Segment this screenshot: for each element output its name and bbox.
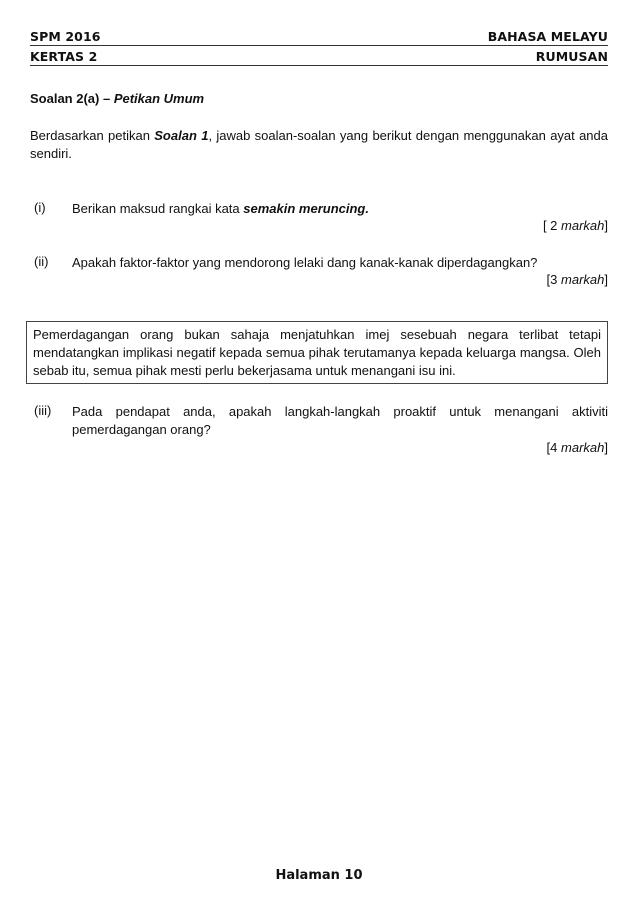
question-1-marks [543, 218, 608, 233]
page-number: Halaman 10 [275, 868, 363, 883]
question-2-marks-open: [3 [546, 272, 562, 287]
instruction-emph: Soalan 1 [154, 128, 209, 143]
header-row-top [30, 29, 608, 45]
question-2-marks [547, 272, 608, 287]
section-title-italic: Petikan Umum [113, 91, 205, 106]
section-title [30, 90, 204, 108]
question-3-marks [547, 440, 608, 455]
paper-number: KERTAS 2 [30, 49, 98, 64]
section-title-prefix: Soalan 2(a) – [30, 91, 114, 106]
instruction-before: Berdasarkan petikan [30, 128, 155, 143]
question-1-marks-word: markah [561, 218, 605, 233]
instruction-text [30, 127, 608, 163]
question-2-marks-close: ] [604, 272, 608, 287]
header-rule-bottom [30, 65, 608, 66]
passage-box: Pemerdagangan orang bukan sahaja menjatuhkan imej sesebuah negara terlibat tetapi mendatangkan implikasi negatif kepada semua pihak terutamanya kepada keluarga mangsa. Oleh sebab itu, semua pihak mesti perlu bekerjasama untuk menangani isu ini. [26, 321, 608, 384]
question-3-number: (iii) [34, 403, 52, 418]
question-3-marks-word: markah [561, 440, 605, 455]
question-1-marks-open: [ 2 [542, 218, 562, 233]
question-1-text-emph: semakin meruncing. [243, 201, 369, 216]
question-2-text: Apakah faktor-faktor yang mendorong lelaki dang kanak-kanak diperdagangkan? [72, 255, 538, 270]
question-3-text: Pada pendapat anda, apakah langkah-langkah proaktif untuk menangani aktiviti pemerdagangan orang? [72, 404, 608, 437]
question-1-marks-close: ] [604, 218, 608, 233]
question-1-text-before: Berikan maksud rangkai kata [72, 201, 244, 216]
question-2-number: (ii) [34, 254, 49, 269]
header-row-bottom [30, 49, 608, 65]
exam-year: SPM 2016 [30, 29, 101, 44]
question-3-marks-close: ] [604, 440, 608, 455]
question-3-marks-open: [4 [546, 440, 562, 455]
question-1-text [72, 200, 608, 218]
header-rule-top [30, 45, 608, 46]
subject-name: BAHASA MELAYU [487, 29, 608, 44]
paper-section: RUMUSAN [535, 49, 608, 64]
question-1-number: (i) [34, 200, 46, 215]
instruction-after: , jawab soalan-soalan yang berikut dengan menggunakan ayat anda sendiri. [30, 128, 608, 161]
question-2-marks-word: markah [561, 272, 605, 287]
